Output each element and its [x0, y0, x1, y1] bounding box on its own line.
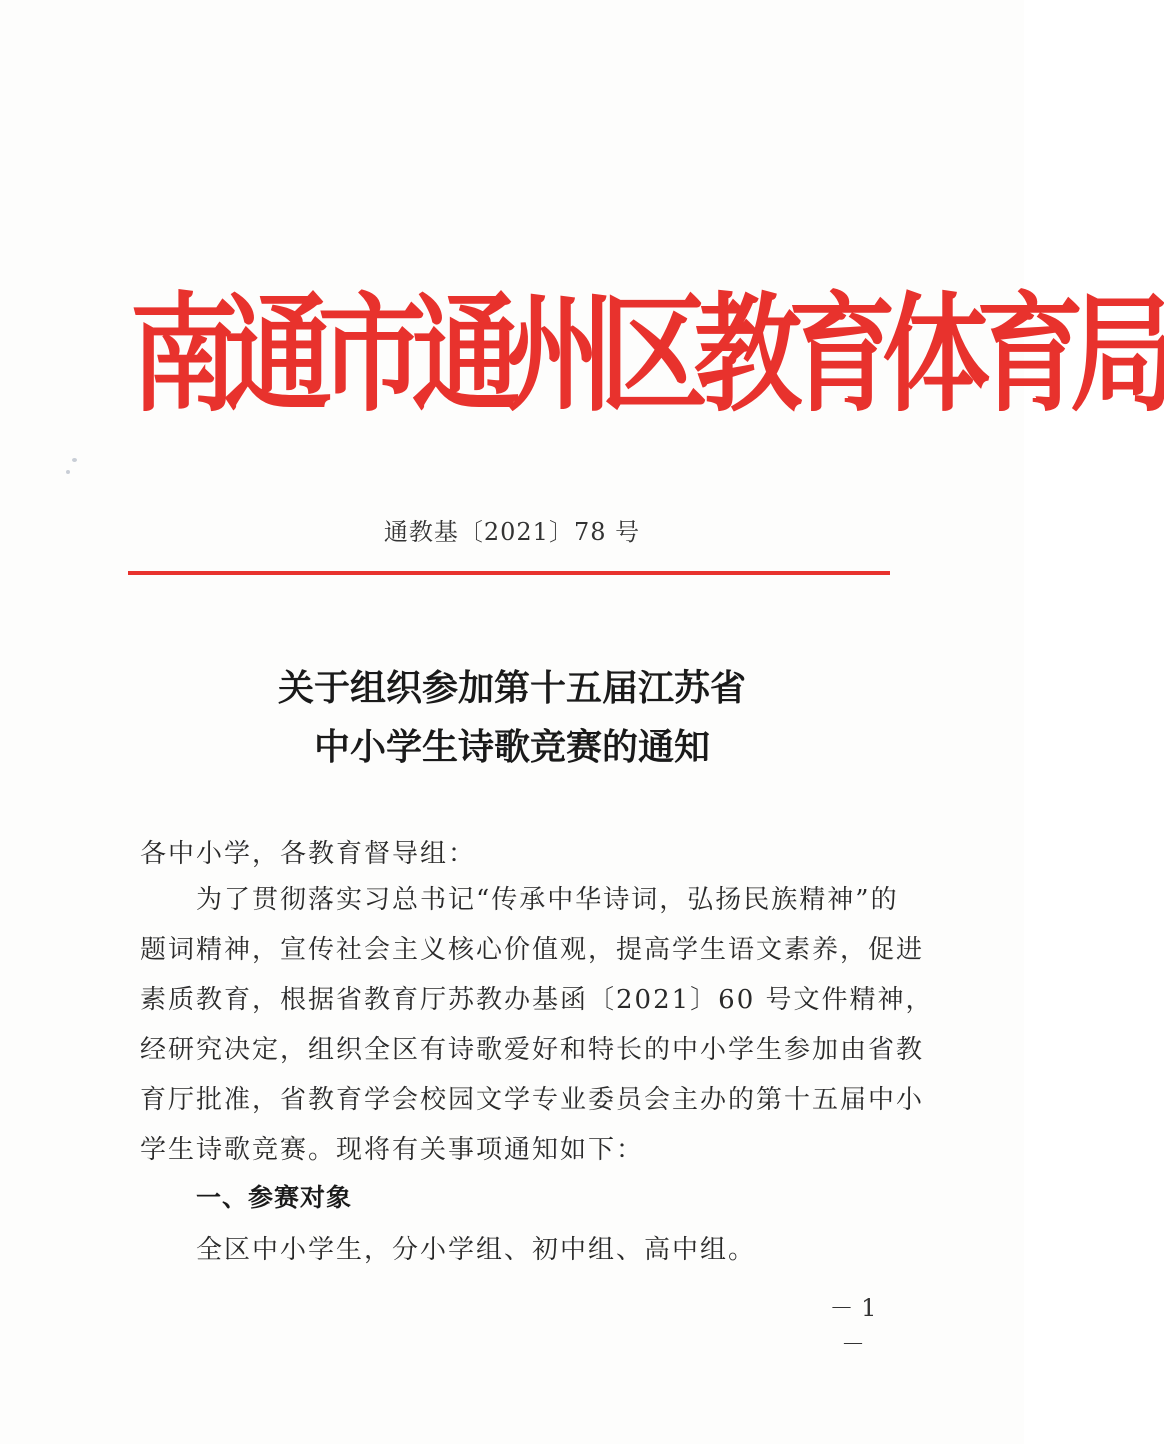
section-text-participants: 全区中小学生，分小学组、初中组、高中组。 — [196, 1235, 757, 1265]
paragraph-line: 学生诗歌竞赛。现将有关事项通知如下： — [140, 1135, 645, 1165]
page-number: － 1 － — [829, 1294, 877, 1358]
paragraph-line: 育厅批准，省教育学会校园文学专业委员会主办的第十五届中小 — [140, 1085, 925, 1115]
organization-header: 南通市通州区教育体育局 — [130, 281, 1164, 430]
paragraph-line: 为了贯彻落实习总书记“传承中华诗词，弘扬民族精神”的 — [196, 885, 899, 915]
section-heading-participants: 一、参赛对象 — [196, 1183, 353, 1212]
paragraph-line: 素质教育，根据省教育厅苏教办基函〔2021〕60 号文件精神， — [140, 985, 934, 1015]
scan-speck — [72, 458, 77, 462]
document-number: 通教基〔2021〕78 号 — [383, 518, 641, 546]
notice-title-line-1: 关于组织参加第十五届江苏省 — [277, 667, 746, 709]
paragraph-line: 题词精神，宣传社会主义核心价值观，提高学生语文素养，促进 — [140, 935, 925, 965]
red-divider-line — [128, 571, 890, 575]
paragraph-line: 经研究决定，组织全区有诗歌爱好和特长的中小学生参加由省教 — [140, 1035, 925, 1065]
scan-speck — [66, 470, 70, 474]
salutation: 各中小学，各教育督导组： — [140, 839, 477, 869]
notice-title-line-2: 中小学生诗歌竞赛的通知 — [313, 726, 710, 768]
